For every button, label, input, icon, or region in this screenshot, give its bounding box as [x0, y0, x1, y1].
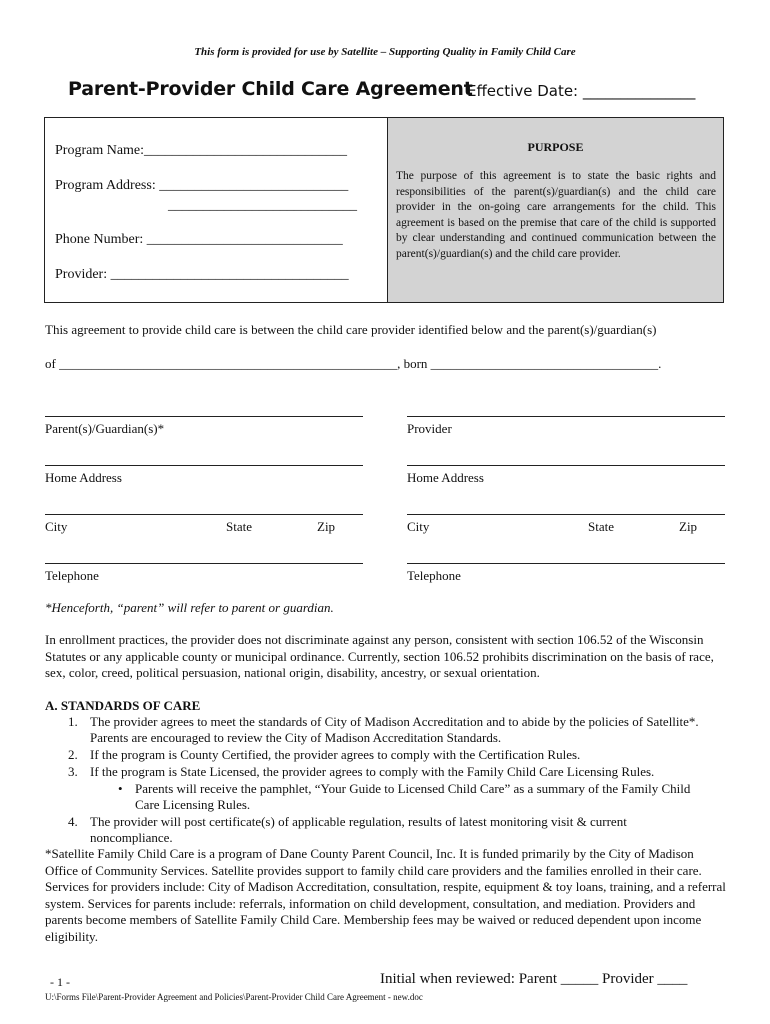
- list-bullet-item: Parents will receive the pamphlet, “Your Guide to Licensed Child Care” as a summary of the Family Child Care Licensing Rules.: [135, 781, 691, 812]
- bullet-icon: •: [118, 781, 123, 796]
- page-title: Parent-Provider Child Care Agreement: [68, 78, 473, 100]
- parent-zip-label: Zip: [317, 519, 336, 534]
- satellite-note: *Satellite Family Child Care is a program of Dane County Parent Council, Inc. It is funded primarily by the City of Madison Office of Community Services. Satellite provides support to family child care providers and the families enrolled in their care. Services for providers include: City of Madison Accreditation, consultation, respite, equipment & toy loans, training, and a referral system. Services for parents include: referrals, information on child development, consultation, and mediation. Providers and parents become members of Satellite Family Child Care. Membership fees may be waived or reduced dependent upon income eligibility.: [45, 846, 726, 944]
- file-path-footer: U:\Forms File\Parent-Provider Agreement and Policies\Parent-Provider Child Care Agreement - new.doc: [45, 992, 423, 1002]
- provider-telephone-label: Telephone: [407, 568, 461, 583]
- phone-number-field[interactable]: Phone Number: ____________________________: [55, 232, 343, 247]
- effective-date-field[interactable]: Effective Date: _______________: [467, 82, 696, 100]
- provider-zip-label: Zip: [679, 519, 698, 534]
- parent-home-address-label: Home Address: [45, 470, 122, 485]
- list-number-4: 4.: [68, 814, 78, 829]
- provider-telephone-line[interactable]: [407, 563, 725, 564]
- henceforth-note: *Henceforth, “parent” will refer to parent or guardian.: [45, 600, 334, 615]
- parent-label: Parent(s)/Guardian(s)*: [45, 421, 165, 436]
- provider-city-line[interactable]: [407, 514, 725, 515]
- parent-city-line[interactable]: [45, 514, 363, 515]
- parent-home-address-line[interactable]: [45, 465, 363, 466]
- parent-telephone-line[interactable]: [45, 563, 363, 564]
- enrollment-paragraph: In enrollment practices, the provider does not discriminate against any person, consistent with section 106.52 of the Wisconsin Statutes or any applicable county or municipal ordinance. Currently, section 106.52 prohibits discrimination on the basis of race, sex, color, creed, political persuasion, national origin, disability, ancestry, or sexual orientation.: [45, 632, 714, 680]
- header-note: This form is provided for use by Satellite – Supporting Quality in Family Child Care: [194, 46, 576, 58]
- program-fields-panel: [45, 118, 388, 302]
- purpose-title: PURPOSE: [527, 140, 584, 154]
- list-number-1: 1.: [68, 714, 78, 729]
- purpose-panel: [388, 118, 723, 302]
- initial-reviewed-field[interactable]: Initial when reviewed: Parent _____ Provider ____: [380, 971, 688, 987]
- purpose-text: The purpose of this agreement is to state the basic rights and responsibilities of the parent(s)/guardian(s) and the child care provider in the on-going care arrangements for the child. This agreement is based on the premise that care of the child is supported by clear understanding and continued communication between the parent(s)/guardian(s) and the child care provider.: [396, 170, 716, 260]
- page-number: - 1 -: [50, 975, 70, 989]
- program-name-field[interactable]: Program Name:_____________________________: [55, 143, 348, 158]
- agreement-line-1: This agreement to provide child care is between the child care provider identified below and the parent(s)/guardian(s): [45, 322, 657, 337]
- parent-state-label: State: [226, 519, 252, 534]
- list-number-2: 2.: [68, 747, 78, 762]
- list-item-2: If the program is County Certified, the provider agrees to comply with the Certification Rules.: [90, 747, 581, 762]
- provider-field[interactable]: Provider: __________________________________: [55, 267, 349, 282]
- parent-signature-line[interactable]: [45, 416, 363, 417]
- provider-label: Provider: [407, 421, 452, 436]
- program-info-box: [44, 117, 724, 303]
- parent-city-label: City: [45, 519, 68, 534]
- provider-signature-line[interactable]: [407, 416, 725, 417]
- section-a-heading: A. STANDARDS OF CARE: [45, 698, 201, 713]
- provider-home-address-label: Home Address: [407, 470, 484, 485]
- provider-home-address-line[interactable]: [407, 465, 725, 466]
- list-item-1: The provider agrees to meet the standards of City of Madison Accreditation and to abide by the policies of Satellite*. Parents are encouraged to review the City of Madison Accreditation Standards.: [90, 714, 699, 745]
- program-address-field[interactable]: Program Address: ___________________________: [55, 178, 349, 193]
- agreement-line-2[interactable]: of ____________________________________________________, born ___________________________________.: [45, 356, 662, 371]
- program-address-field-2[interactable]: ___________________________: [168, 198, 357, 213]
- list-item-4: The provider will post certificate(s) of applicable regulation, results of latest monitoring visit & current noncompliance.: [90, 814, 627, 845]
- provider-state-label: State: [588, 519, 614, 534]
- parent-telephone-label: Telephone: [45, 568, 99, 583]
- list-item-3: If the program is State Licensed, the provider agrees to comply with the Family Child Care Licensing Rules.: [90, 764, 655, 779]
- list-number-3: 3.: [68, 764, 78, 779]
- provider-city-label: City: [407, 519, 430, 534]
